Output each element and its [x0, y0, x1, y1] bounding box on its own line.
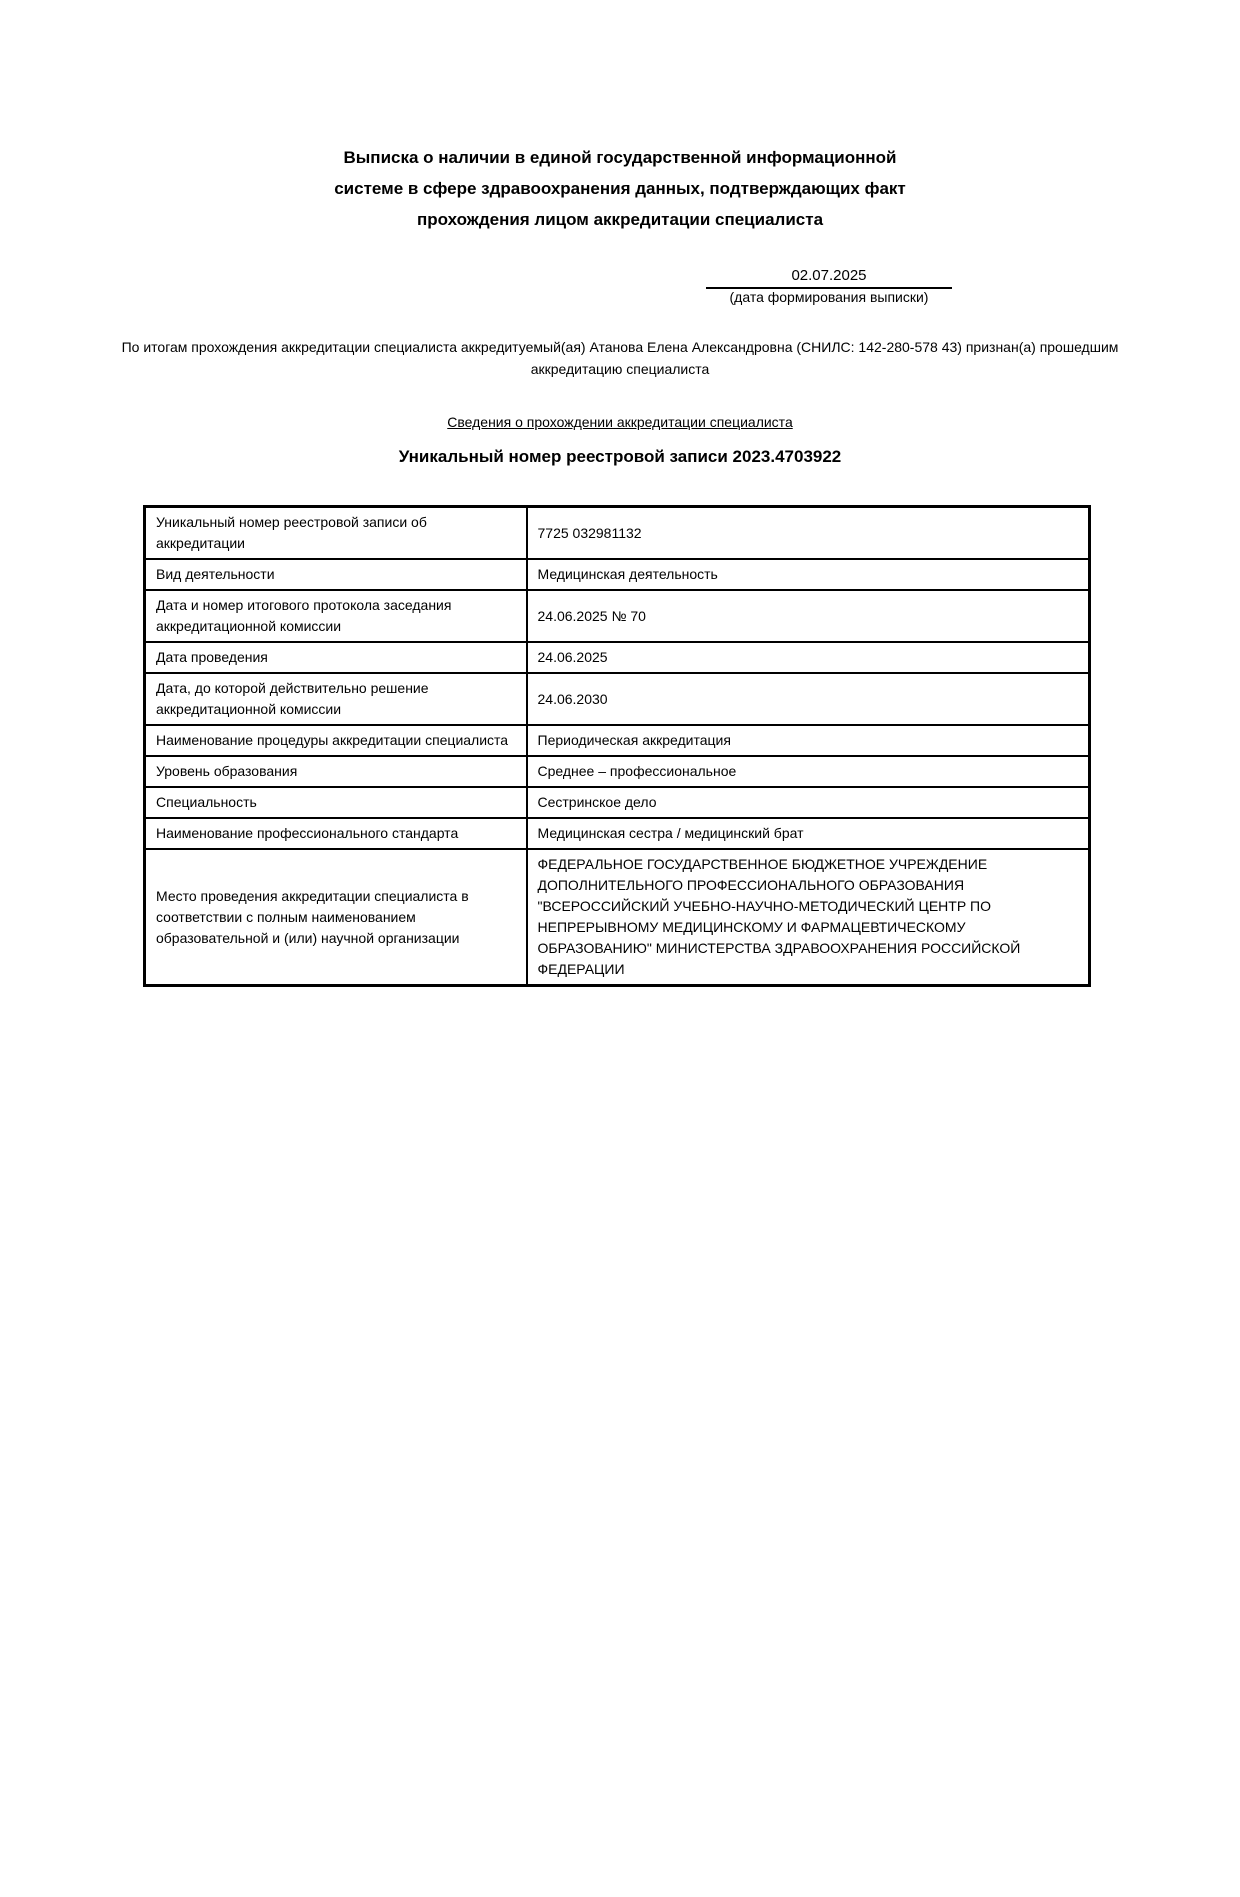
row-label: Наименование профессионального стандарта — [145, 818, 527, 849]
table-row — [145, 673, 1090, 725]
row-value: Медицинская деятельность — [527, 559, 1090, 590]
row-value: Медицинская сестра / медицинский брат — [527, 818, 1090, 849]
formation-date-block — [706, 267, 952, 306]
accreditation-table — [143, 505, 1091, 987]
row-value: 24.06.2025 № 70 — [527, 590, 1090, 642]
registry-number-heading: Уникальный номер реестровой записи 2023.4703922 — [398, 447, 842, 466]
row-label: Специальность — [145, 787, 527, 818]
document-title: Выписка о наличии в единой государственной информационной системе в сфере здравоохранения данных, подтверждающих факт прохождения лицом аккредитации специалиста — [334, 148, 906, 229]
row-label: Дата проведения — [145, 642, 527, 673]
row-value: 24.06.2030 — [527, 673, 1090, 725]
row-label: Уровень образования — [145, 756, 527, 787]
table-row — [145, 507, 1090, 560]
intro-paragraph: По итогам прохождения аккредитации специалиста аккредитуемый(ая) Атанова Елена Александровна (СНИЛС: 142-280-578 43) признан(а) прошедшим аккредитацию специалиста — [121, 339, 1119, 377]
table-row — [145, 642, 1090, 673]
row-value: Сестринское дело — [527, 787, 1090, 818]
table-row — [145, 849, 1090, 986]
row-label: Вид деятельности — [145, 559, 527, 590]
row-label: Уникальный номер реестровой записи об аккредитации — [145, 507, 527, 560]
row-value: 7725 032981132 — [527, 507, 1090, 560]
formation-date-caption: (дата формирования выписки) — [729, 289, 929, 305]
formation-date: 02.07.2025 — [706, 267, 952, 289]
table-row — [145, 818, 1090, 849]
row-label: Дата, до которой действительно решение аккредитационной комиссии — [145, 673, 527, 725]
row-label: Наименование процедуры аккредитации специалиста — [145, 725, 527, 756]
row-value: ФЕДЕРАЛЬНОЕ ГОСУДАРСТВЕННОЕ БЮДЖЕТНОЕ УЧРЕЖДЕНИЕ ДОПОЛНИТЕЛЬНОГО ПРОФЕССИОНАЛЬНОГО ОБРАЗОВАНИЯ "ВСЕРОССИЙСКИЙ УЧЕБНО-НАУЧНО-МЕТОДИЧЕСКИЙ ЦЕНТР ПО НЕПРЕРЫВНОМУ МЕДИЦИНСКОМУ И ФАРМАЦЕВТИЧЕСКОМУ ОБРАЗОВАНИЮ" МИНИСТЕРСТВА ЗДРАВООХРАНЕНИЯ РОССИЙСКОЙ ФЕДЕРАЦИИ — [527, 849, 1090, 986]
row-value: Периодическая аккредитация — [527, 725, 1090, 756]
row-value: Среднее – профессиональное — [527, 756, 1090, 787]
table-row — [145, 787, 1090, 818]
table-row — [145, 756, 1090, 787]
row-value: 24.06.2025 — [527, 642, 1090, 673]
row-label: Место проведения аккредитации специалиста в соответствии с полным наименованием образовательной и (или) научной организации — [145, 849, 527, 986]
table-row — [145, 559, 1090, 590]
section-heading: Сведения о прохождении аккредитации специалиста — [447, 414, 793, 430]
row-label: Дата и номер итогового протокола заседания аккредитационной комиссии — [145, 590, 527, 642]
table-row — [145, 590, 1090, 642]
table-row — [145, 725, 1090, 756]
